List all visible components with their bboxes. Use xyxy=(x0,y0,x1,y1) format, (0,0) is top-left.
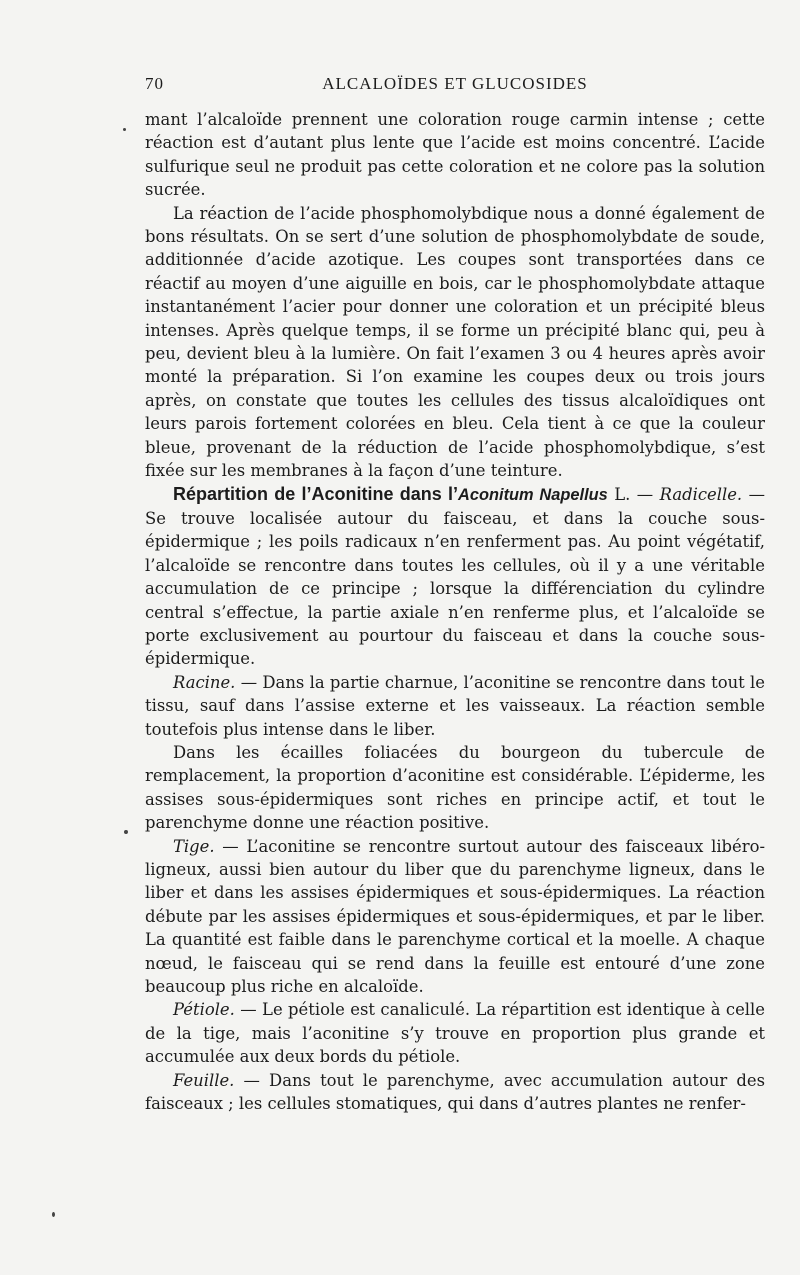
page-number: 70 xyxy=(145,74,164,93)
page-header xyxy=(145,74,765,98)
paragraph-section-radicelle xyxy=(145,483,765,671)
label-petiole: Pétiole. xyxy=(173,1000,235,1020)
paragraph-continuation: mant l’alcaloïde prennent une coloration rouge carmin intense ; cette réaction est d’autant plus lente que l’acide est moins concentré. L’acide sulfurique seul ne produit pas cette coloration et ne colore pas la solution sucrée. xyxy=(145,110,765,200)
scan-speck xyxy=(52,1212,55,1217)
species-author: L. — xyxy=(607,484,660,504)
paragraph-phosphomolybdic-reaction: La réaction de l’acide phosphomolybdique nous a donné également de bons résultats. On se sert d’une solution de phosphomolybdate de soude, additionnée d’acide azotique. Les coupes sont transportées dans ce réactif au moyen d’une aiguille en bois, car le phosphomolybdate attaque instantanément l’acier pour donner une coloration et un précipité bleus intenses. Après quelque temps, il se forme un précipité blanc qui, peu à peu, devient bleu à la lumière. On fait l’examen 3 ou 4 heures après avoir monté la préparation. Si l’on examine les coupes deux ou trois jours après, on constate que toutes les cellules des tissus alcaloïdiques ont leurs parois fortement colorées en bleu. Cela tient à ce que la couleur bleue, provenant de la réduction de l’acide phosphomolybdique, s’est fixée sur les membranes à la façon d’une teinture. xyxy=(145,203,765,481)
body-text xyxy=(145,108,765,1115)
paragraph-racine xyxy=(145,671,765,741)
text-radicelle: — Se trouve localisée autour du faisceau, et dans la couche sous-épidermique ; les poils radicaux n’en renferment pas. Au point végétatif, l’alcaloïde se rencontre dans toutes les cellules, où il y a une véritable accumulation de ce principe ; lorsque la différenciation du cylindre central s’effectue, la partie axiale n’en renferme plus, et l’alcaloïde se porte exclusivement au pourtour du faisceau et dans la couche sous-épidermique. xyxy=(145,484,765,669)
label-racine: Racine. xyxy=(173,672,236,692)
paragraph-petiole xyxy=(145,998,765,1068)
text-tige: — L’aconitine se rencontre surtout autour des faisceaux libéro-ligneux, aussi bien autour du liber que du parenchyme ligneux, dans le liber et dans les assises épidermiques et sous-épidermiques. La réaction débute par les assises épidermiques et sous-épidermiques, et par le liber. La quantité est faible dans le parenchyme cortical et la moelle. A chaque nœud, le faisceau qui se rend dans la feuille est entouré d’une zone beaucoup plus riche en alcaloïde. xyxy=(145,836,765,997)
text-feuille: — Dans tout le parenchyme, avec accumulation autour des faisceaux ; les cellules stomatiques, qui dans d’autres plantes ne renfer- xyxy=(145,1070,765,1114)
species-name: Aconitum Napellus xyxy=(458,485,608,504)
label-feuille: Feuille. xyxy=(173,1070,235,1090)
text-racine: — Dans la partie charnue, l’aconitine se rencontre dans tout le tissu, sauf dans l’assise externe et les vaisseaux. La réaction semble toutefois plus intense dans le liber. xyxy=(145,672,765,739)
paragraph-ecailles: Dans les écailles foliacées du bourgeon du tubercule de remplacement, la proportion d’aconitine est considérable. L’épiderme, les assises sous-épidermiques sont riches en principe actif, et tout le parenchyme donne une réaction positive. xyxy=(145,742,765,833)
label-tige: Tige. xyxy=(173,836,215,856)
text-petiole: — Le pétiole est canaliculé. La répartition est identique à celle de la tige, mais l’aconitine s’y trouve en proportion plus grande et accumulée aux deux bords du pétiole. xyxy=(145,1000,765,1067)
scan-speck xyxy=(124,830,128,834)
paragraph-tige xyxy=(145,835,765,999)
section-heading: Répartition de l’Aconitine dans l’ xyxy=(173,483,459,504)
running-title: ALCALOÏDES ET GLUCOSIDES xyxy=(322,74,588,93)
label-radicelle: Radicelle. xyxy=(659,484,743,504)
paragraph-feuille xyxy=(145,1069,765,1116)
scan-speck xyxy=(123,128,126,131)
